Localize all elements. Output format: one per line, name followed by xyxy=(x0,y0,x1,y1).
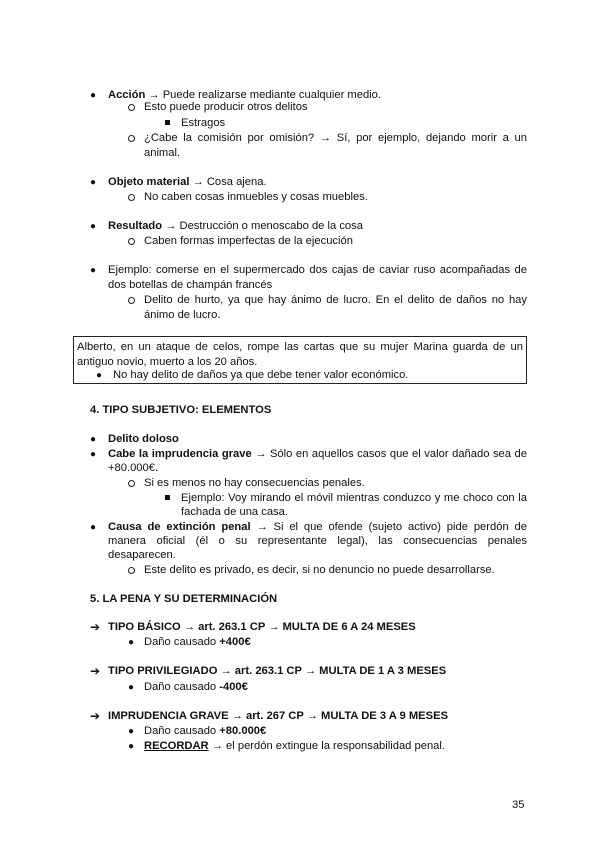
accion-label: Acción xyxy=(108,89,146,101)
imprudencia-grave-sub xyxy=(144,724,266,739)
imprudencia-sub-1: Si es menos no hay consecuencias penales. xyxy=(144,477,365,489)
ejemplo-sub-line1: Delito de hurto, ya que hay ánimo de lucro. En el delito de daños no hay xyxy=(144,294,527,306)
causa-line3: desaparecen. xyxy=(108,549,176,561)
causa-item xyxy=(108,520,527,535)
objeto-sub-1: No caben cosas inmuebles y cosas muebles. xyxy=(144,191,368,203)
ejemplo-line2: dos botellas de champán francés xyxy=(108,279,273,291)
accion-sub-2-line1: ¿Cabe la comisión por omisión? → Sí, por ejemplo, dejando morir a un xyxy=(144,132,527,144)
basico-sub-value: +400€ xyxy=(219,636,251,648)
tipo-privilegiado: TIPO PRIVILEGIADO → art. 263.1 CP → MULTA DE 1 A 3 MESES xyxy=(108,665,447,677)
bullet-icon: ● xyxy=(128,682,135,693)
box-line1: Alberto, en un ataque de celos, rompe las cartas que su mujer Marina guarda de un xyxy=(77,341,523,353)
circle-bullet-icon xyxy=(128,297,135,304)
bullet-icon: ● xyxy=(90,265,97,276)
section5-heading: 5. LA PENA Y SU DETERMINACIÓN xyxy=(90,593,278,605)
accion-sub-1-1: Estragos xyxy=(181,117,226,129)
objeto-label: Objeto material xyxy=(108,176,190,188)
delito-doloso: Delito doloso xyxy=(108,433,179,445)
imprudencia-grave: IMPRUDENCIA GRAVE → art. 267 CP → MULTA DE 3 A 9 MESES xyxy=(108,710,449,722)
bullet-icon: ● xyxy=(96,370,103,381)
circle-bullet-icon xyxy=(128,194,135,201)
arrow-right-icon: ➔ xyxy=(90,709,101,723)
bullet-icon: ● xyxy=(128,726,135,737)
privilegiado-sub-value: -400€ xyxy=(219,681,248,693)
bullet-icon: ● xyxy=(90,177,97,188)
objeto-text: → Cosa ajena. xyxy=(189,176,267,188)
arrow-right-icon: ➔ xyxy=(90,620,101,634)
box-line2: antiguo novio, muerto a los 20 años. xyxy=(77,356,258,368)
bullet-icon: ● xyxy=(90,434,97,445)
causa-label: Causa de extinción penal xyxy=(108,521,251,533)
imprudencia-example-line1: Ejemplo: Voy mirando el móvil mientras conduzco y me choco con la xyxy=(181,492,527,504)
basico-sub-text: Daño causado xyxy=(144,636,220,648)
circle-bullet-icon xyxy=(128,567,135,574)
page-number: 35 xyxy=(512,799,525,811)
imprudencia-label: Cabe la imprudencia grave xyxy=(108,448,252,460)
causa-text: → Si el que ofende (sujeto activo) pide perdón de xyxy=(250,521,527,533)
imprudencia-line2: +80.000€. xyxy=(108,462,159,474)
imprudencia-example-line2: fachada de una casa. xyxy=(181,506,288,518)
imprudencia-grave-sub-value: +80.000€ xyxy=(219,725,267,737)
accion-sub-1: Esto puede producir otros delitos xyxy=(144,101,308,113)
resultado-item xyxy=(108,219,363,234)
causa-sub-1: Este delito es privado, es decir, si no denuncio no puede desarrollarse. xyxy=(144,564,495,576)
square-bullet-icon xyxy=(165,120,170,125)
ejemplo-sub-line2: ánimo de lucro. xyxy=(144,309,221,321)
resultado-label: Resultado xyxy=(108,220,163,232)
bullet-icon: ● xyxy=(128,637,135,648)
privilegiado-sub-text: Daño causado xyxy=(144,681,220,693)
circle-bullet-icon xyxy=(128,480,135,487)
imprudencia-item xyxy=(108,447,527,462)
section4-heading: 4. TIPO SUBJETIVO: ELEMENTOS xyxy=(90,404,272,416)
circle-bullet-icon xyxy=(128,135,135,142)
imprudencia-text: → Sólo en aquellos casos que el valor dañado sea de xyxy=(251,448,527,460)
square-bullet-icon xyxy=(165,495,170,500)
basico-sub xyxy=(144,635,251,650)
objeto-item xyxy=(108,175,267,190)
recordar-label: RECORDAR xyxy=(144,740,209,752)
privilegiado-sub xyxy=(144,680,248,695)
resultado-sub-1: Caben formas imperfectas de la ejecución xyxy=(144,235,353,247)
imprudencia-grave-sub-text: Daño causado xyxy=(144,725,220,737)
bullet-icon: ● xyxy=(90,522,97,533)
accion-text: → Puede realizarse mediante cualquier medio. xyxy=(145,89,381,101)
box-bullet: No hay delito de daños ya que debe tener valor económico. xyxy=(113,369,409,381)
accion-sub-2-line2: animal. xyxy=(144,147,181,159)
recordar-item xyxy=(144,739,445,754)
bullet-icon: ● xyxy=(90,221,97,232)
circle-bullet-icon xyxy=(128,238,135,245)
bullet-icon: ● xyxy=(128,741,135,752)
bullet-icon: ● xyxy=(90,449,97,460)
circle-bullet-icon xyxy=(128,104,135,111)
bullet-icon: ● xyxy=(90,90,97,101)
tipo-basico: TIPO BÁSICO → art. 263.1 CP → MULTA DE 6 A 24 MESES xyxy=(108,621,416,633)
causa-line2: manera oficial (él o su representante legal), las consecuencias penales xyxy=(108,535,527,547)
arrow-right-icon: ➔ xyxy=(90,664,101,678)
resultado-text: → Destrucción o menoscabo de la cosa xyxy=(162,220,363,232)
recordar-text: → el perdón extingue la responsabilidad penal. xyxy=(208,740,445,752)
ejemplo-line1: Ejemplo: comerse en el supermercado dos cajas de caviar ruso acompañadas de xyxy=(108,264,527,276)
